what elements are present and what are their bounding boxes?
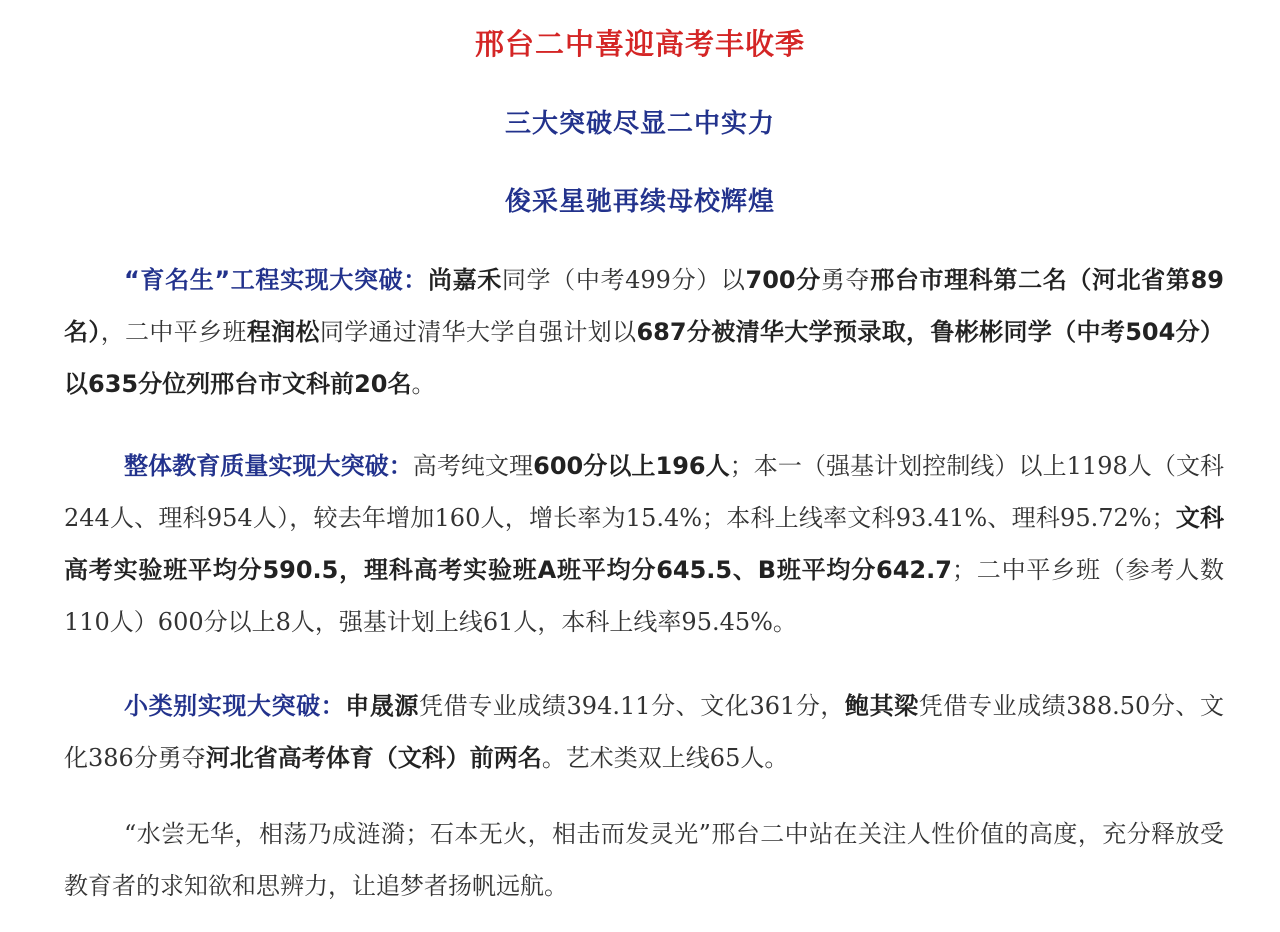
para1-text: 邢台市理科第二名（河北省第89名） xyxy=(64,266,1224,346)
para2-text: ；本一（强基计划控制线）以上1198人（文科244人、理科954人），较去年增加160人，增长率为15.4%；本科上线率文科93.41%、理科95.72%； xyxy=(64,452,1225,532)
para3-heading: 小类别实现大突破： xyxy=(124,692,346,720)
para4-text: “水尝无华，相荡乃成涟漪；石本无火，相击而发灵光”邢台二中站在关注人性价值的高度，充分释放受教育者的求知欲和思辨力，让追梦者扬帆远航。 xyxy=(64,820,1224,900)
para1-text: 勇夺 xyxy=(820,266,871,294)
para3-text: 。艺术类双上线65人。 xyxy=(541,744,789,772)
para3-text: 凭借专业成绩394.11分、文化361分， xyxy=(419,692,846,720)
page-title: 邢台二中喜迎高考丰收季 xyxy=(474,27,805,61)
para1-text: ，二中平乡班 xyxy=(100,318,247,346)
para1-text: 687分被清华大学预录取，鲁彬彬同学（中考504分）以635分位列邢台市文科前20名 xyxy=(64,318,1225,398)
para2-text: 文科高考实验班平均分590.5，理科高考实验班A班平均分645.5、B班平均分642.7 xyxy=(64,504,1224,584)
para2-text: ；二中平乡班（参考人数110人）600分以上8人，强基计划上线61人，本科上线率95.45%。 xyxy=(64,556,1225,636)
para3-text: 申晟源 xyxy=(345,692,420,720)
subtitle-second: 俊采星驰再续母校辉煌 xyxy=(504,187,775,217)
paragraph-famous-students xyxy=(64,254,1224,410)
subtitle-first: 三大突破尽显二中实力 xyxy=(504,109,775,139)
para1-text: 尚嘉禾 xyxy=(427,266,502,294)
para3-text: 凭借专业成绩388.50分、文化386分勇夺 xyxy=(64,692,1225,772)
para2-text: 高考纯文理 xyxy=(412,452,534,480)
para3-text: 河北省高考体育（文科）前两名 xyxy=(205,744,542,772)
para1-text: 程润松 xyxy=(246,318,320,346)
para3-text: 鲍其梁 xyxy=(845,692,919,720)
para1-text: 同学（中考499分）以 xyxy=(501,266,746,294)
paragraph-small-categories xyxy=(64,680,1224,784)
para1-text: 同学通过清华大学自强计划以 xyxy=(319,318,637,346)
para1-text: 700分 xyxy=(745,266,821,294)
para1-heading: “育名生”工程实现大突破： xyxy=(124,266,428,294)
para2-text: 600分以上196人 xyxy=(533,452,730,480)
paragraph-closing xyxy=(64,808,1224,912)
para1-text: 。 xyxy=(411,370,436,398)
para2-heading: 整体教育质量实现大突破： xyxy=(124,452,413,480)
paragraph-overall-quality xyxy=(64,440,1224,648)
